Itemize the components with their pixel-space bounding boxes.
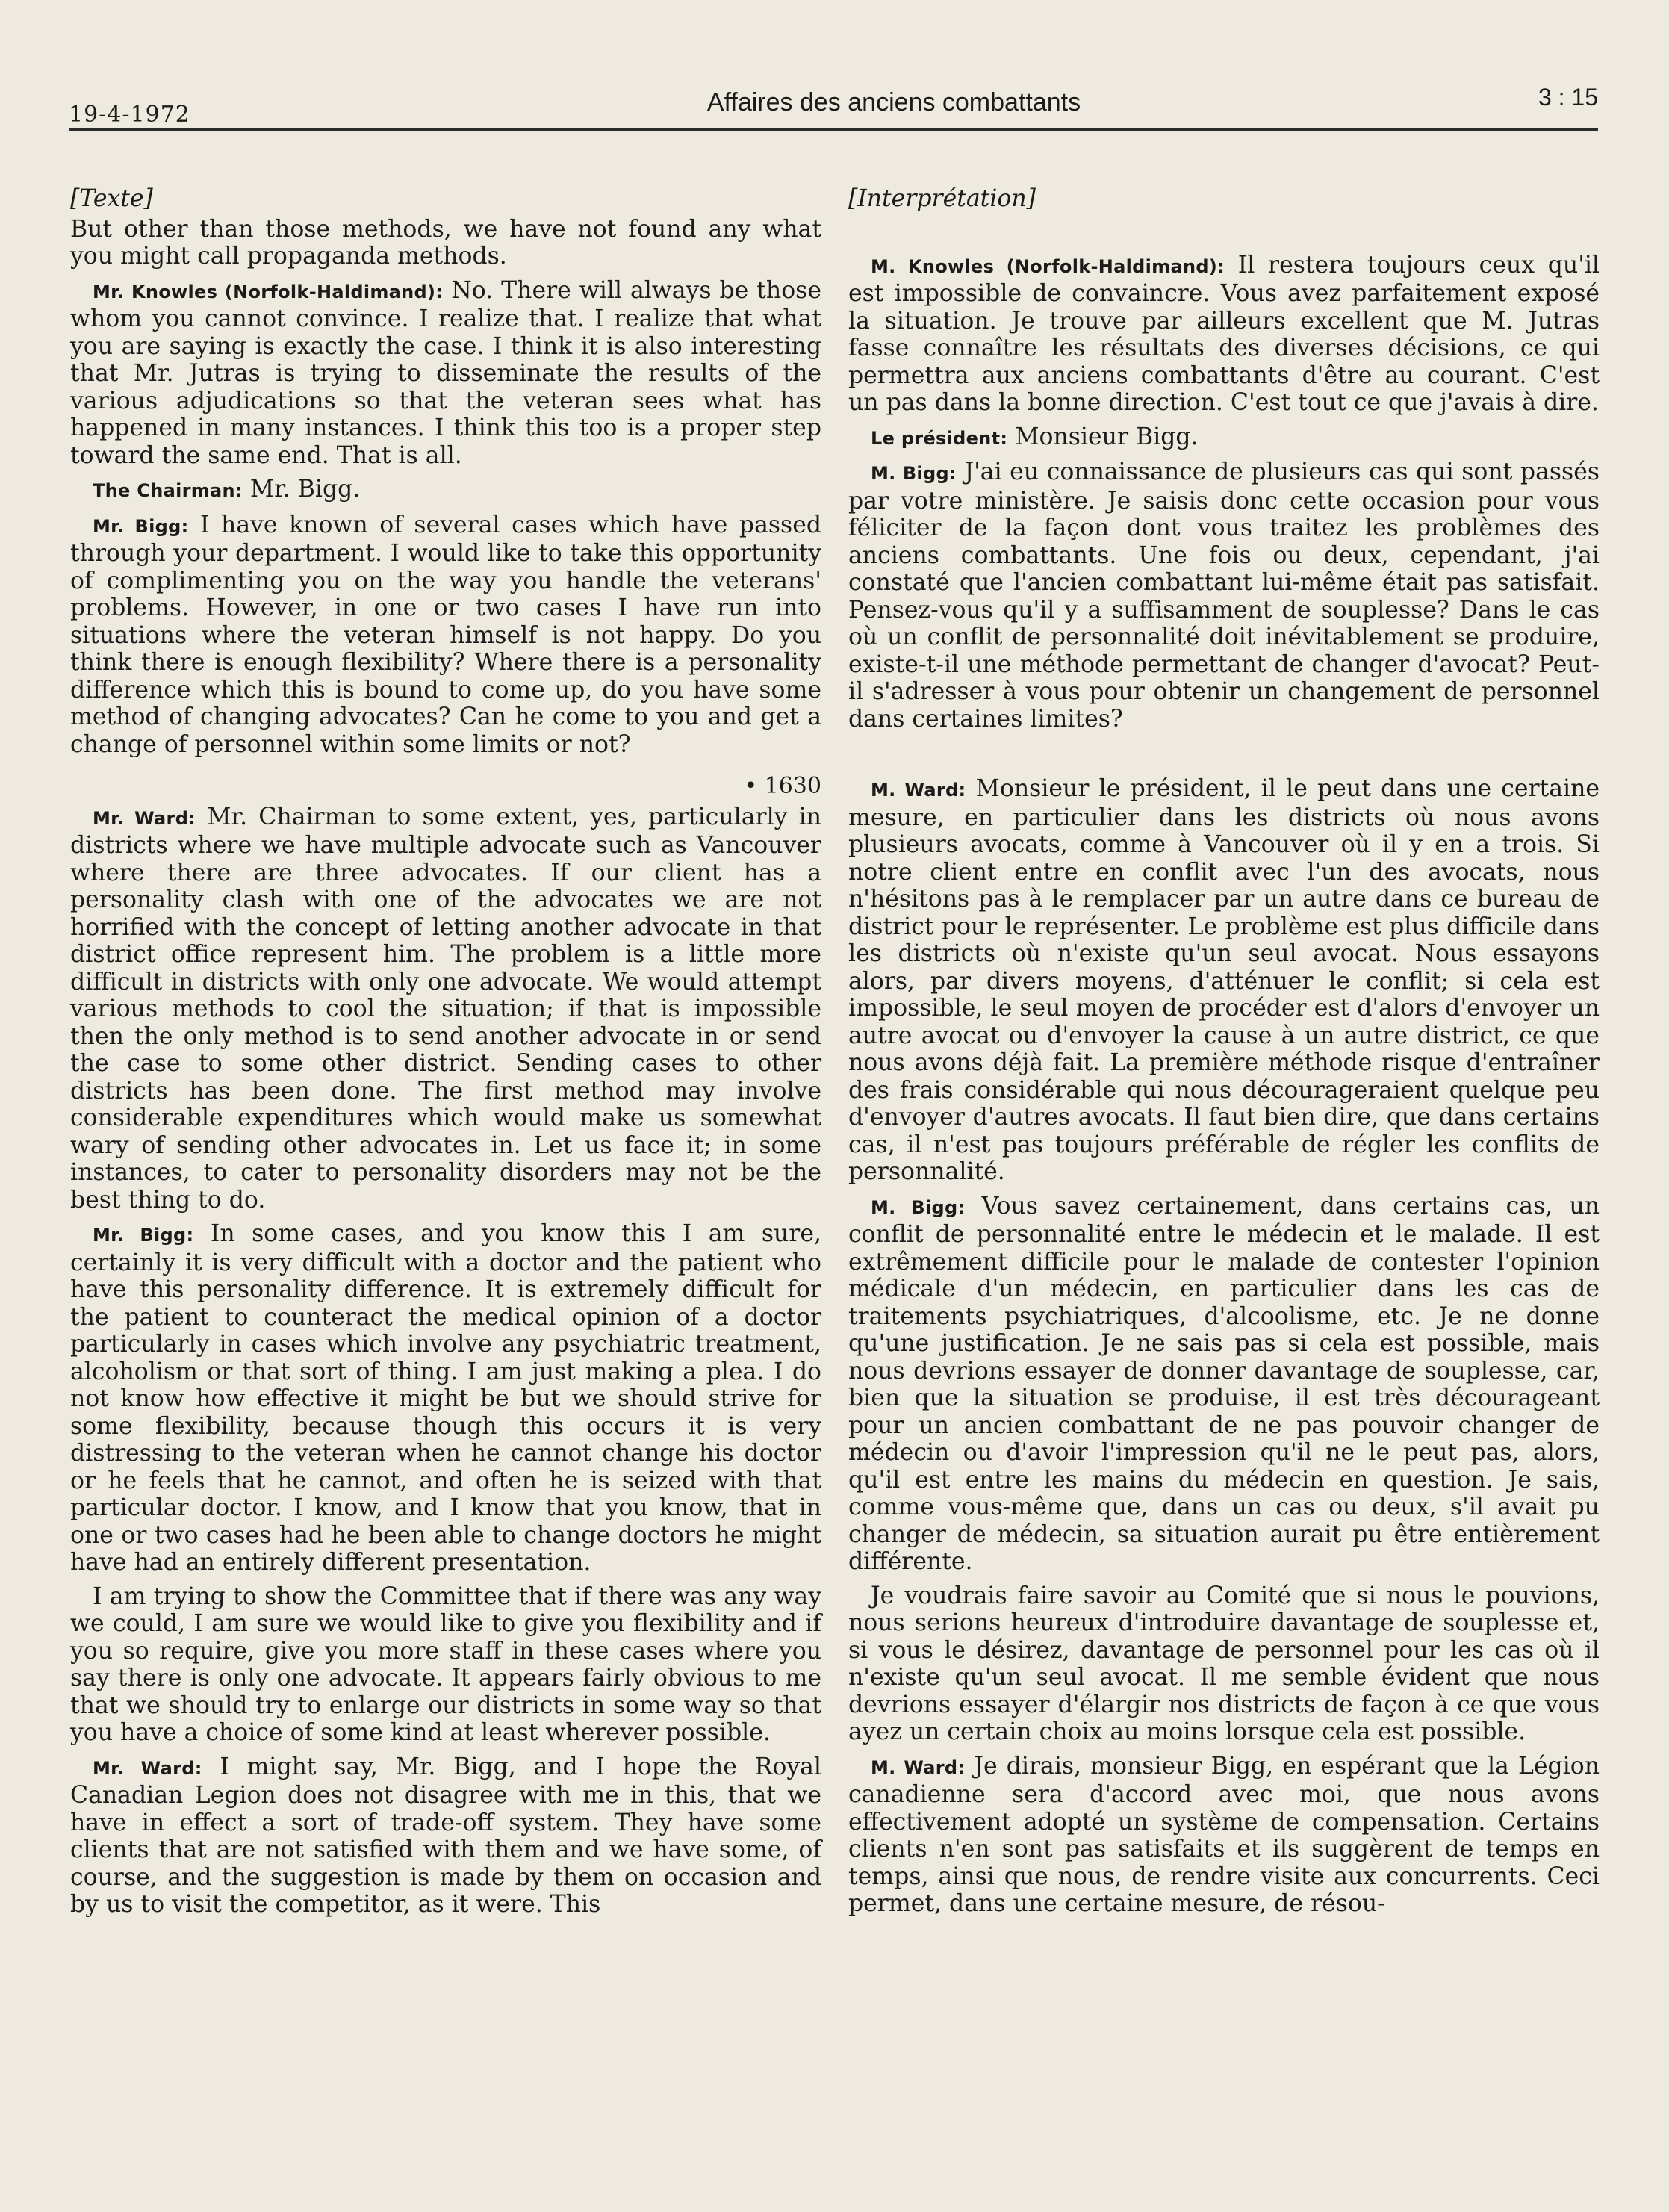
speaker-name: M. Knowles (Norfolk-Haldimand): (871, 255, 1225, 277)
speaker-name: M. Bigg: (871, 1196, 966, 1218)
paragraph (848, 1753, 1600, 1918)
speaker-name: M. Ward: (871, 780, 966, 801)
header-page-number: 3 : 15 (1538, 84, 1598, 111)
paragraph-text: Il restera toujours ceux qu'il est impossible de convaincre. Vous avez parfaitement exposé la situation. Je trouve par ailleurs excellent que M. Jutras fasse connaître les résultats des diverses décisions, ce qui permettra aux anciens combattants d'être au courant. C'est un pas dans la bonne direction. C'est tout ce que j'avais à dire. (848, 251, 1600, 416)
paragraph (70, 1753, 821, 1919)
section-label-texte: [Texte] (70, 185, 153, 212)
paragraph (848, 459, 1600, 733)
section-label-interpretation: [Interprétation] (848, 185, 1036, 212)
speaker-name: M. Bigg: (871, 463, 957, 484)
speaker-name: Mr. Bigg: (93, 515, 189, 537)
paragraph (848, 252, 1600, 417)
speaker-name: M. Ward: (871, 1756, 966, 1778)
spacer (848, 216, 1600, 252)
paragraph-text: Mr. Chairman to some extent, yes, particularly in districts where we have multiple advocate such as Vancouver where there are three advocates. If our client has a personality clash with one of the advocates we are not horrified with the concept of letting another advocate in that district office represent him. The problem is a little more difficult in districts with only one advocate. We would attempt various methods to cool the situation; if that is impossible then the only method is to send another advocate in or send the case to some other district. Sending cases to other districts has been done. The first method may involve considerable expenditures which would make us somewhat wary of sending other advocates in. Let us face it; in some instances, to cater to personality disorders may not be the best thing to do. (70, 803, 822, 1214)
paragraph-text: Monsieur Bigg. (1015, 423, 1199, 450)
speaker-name: Mr. Ward: (93, 807, 196, 829)
paragraph: I am trying to show the Committee that if there was any way we could, I am sure we would like to give you flexibility and if you so require, give you more staff in these cases where you say there is only one advocate. It appears fairly obvious to me that we should try to enlarge our districts in some way so that you have a choice of some kind at least wherever possible. (70, 1582, 821, 1746)
speaker-name: Mr. Ward: (93, 1757, 202, 1779)
paragraph (70, 476, 821, 505)
right-column (848, 185, 1600, 1924)
paragraph-text: J'ai eu connaissance de plusieurs cas qui sont passés par votre ministère. Je saisis donc cette occasion pour vous féliciter de la façon dont vous traitez les problèmes des anciens combattants. Une fois ou deux, cependant, j'ai constaté que l'ancien combattant lui-même était pas satisfait. Pensez-vous qu'il y a suffisamment de souplesse? Dans le cas où un conflit de personnalité doit inévitablement se produire, existe-t-il une méthode permettant de changer d'avocat? Peut-il s'adresser à vous pour obtenir un changement de personnel dans certaines limites? (848, 459, 1600, 733)
paragraph-text: No. There will always be those whom you cannot convince. I realize that. I realize that what you are saying is exactly the case. I think it is also interesting that Mr. Jutras is trying to disseminate the results of the various adjudications so that the veteran sees what has happened in many instances. I think this too is a proper step toward the same end. That is all. (70, 276, 821, 469)
paragraph (70, 804, 821, 1214)
header-title: Affaires des anciens combattants (706, 88, 1081, 116)
header-date: 19-4-1972 (69, 102, 190, 128)
paragraph: But other than those methods, we have not found any what you might call propaganda methods. (70, 215, 821, 270)
paragraph (70, 512, 821, 759)
paragraph-text: In some cases, and you know this I am sure, certainly it is very difficult with a doctor and the patient who have this personality difference. It is extremely difficult for the patient to counteract the medical opinion of a doctor particularly in cases which involve any psychiatric treatment, alcoholism or that sort of thing. I am just making a plea. I do not know how effective it might be but we should strive for some flexibility, because though this occurs it is very distressing to the veteran when he cannot change his doctor or he feels that he cannot, and often he is seized with that particular doctor. I know, and I know that you know, that in one or two cases had he been able to change doctors he might have had an entirely different presentation. (70, 1220, 822, 1576)
speaker-name: The Chairman: (93, 480, 243, 501)
paragraph (848, 423, 1600, 453)
left-column (70, 185, 821, 1925)
paragraph (848, 1193, 1600, 1576)
speaker-name: Mr. Bigg: (93, 1225, 194, 1246)
paragraph: Je voudrais faire savoir au Comité que si nous le pouvions, nous serions heureux d'introduire davantage de souplesse et, si vous le désirez, davantage de personnel pour les cas où il n'existe qu'un seul avocat. Il me semble évident que nous devrions essayer d'élargir nos districts de façon à ce que vous ayez un certain choix au moins lorsque cela est possible. (848, 1582, 1600, 1745)
paragraph (70, 277, 821, 470)
paragraph-text: Monsieur le président, il le peut dans une certaine mesure, en particulier dans les districts où nous avons plusieurs avocats, comme à Vancouver où il y en a trois. Si notre client entre en conflit avec l'un des avocats, nous n'hésitons pas à le remplacer par un autre dans ce bureau de district pour le représenter. Le problème est plus difficile dans les districts où n'existe qu'un seul avocat. Nous essayons alors, par divers moyens, d'atténuer le conflit; si cela est impossible, le seul moyen de procéder est d'alors d'envoyer un autre avocat ou d'envoyer la cause à un autre district, ce que nous avons déjà fait. La première méthode risque d'entraîner des frais considérable qui nous décourageraient quelque peu d'envoyer d'autres avocats. Il faut bien dire, que dans certains cas, il n'est pas toujours préférable de régler les conflits de personnalité. (848, 775, 1600, 1185)
paragraph-text: I might say, Mr. Bigg, and I hope the Royal Canadian Legion does not disagree with me in this, that we have in effect a sort of trade-off system. They have some clients that are not satisfied with them and we have some, of course, and the suggestion is made by them on occasion and by us to visit the competitor, as it were. This (70, 1753, 821, 1918)
page-header (69, 84, 1598, 131)
spacer (848, 739, 1600, 775)
paragraph-text: I have known of several cases which have passed through your department. I would like to take this opportunity of complimenting you on the way you handle the veterans' problems. However, in one or two cases I have run into situations where the veteran himself is not happy. Do you think there is enough flexibility? Where there is a personality difference which this is bound to come up, do you have some method of changing advocates? Can he come to you and get a change of personnel within some limits or not? (70, 511, 822, 758)
paragraph (70, 1220, 821, 1576)
paragraph (848, 775, 1600, 1186)
timestamp-marker: • 1630 (744, 773, 821, 799)
speaker-name: Mr. Knowles (Norfolk-Haldimand): (93, 281, 444, 302)
paragraph-text: Je dirais, monsieur Bigg, en espérant que la Légion canadienne sera d'accord avec moi, que nous avons effectivement adopté un système de compensation. Certains clients n'en sont pas satisfaits et ils suggèrent de temps en temps, ainsi que nous, de rendre visite aux concurrents. Ceci permet, dans une certaine mesure, de résou- (848, 1752, 1600, 1917)
paragraph-text: Mr. Bigg. (249, 476, 361, 503)
paragraph-text: Vous savez certainement, dans certains cas, un conflit de personnalité entre le médecin et le malade. Il est extrêmement difficile pour le malade de contester l'opinion médicale d'un médecin, en particulier dans les cas de traitements psychiatriques, d'alcoolisme, etc. Je ne donne qu'une justification. Je ne sais pas si cela est possible, mais nous devrions essayer de donner davantage de souplesse, car, bien que la situation se produise, il est très décourageant pour un ancien combattant de ne pas pouvoir changer de médecin ou d'avoir l'impression qu'il ne le peut pas, alors, qu'il est entre les mains du médecin en question. Je sais, comme vous-même que, dans un cas ou deux, s'il avait pu changer de médecin, sa situation aurait pu être entièrement différente. (848, 1192, 1600, 1575)
speaker-name: Le président: (871, 427, 1008, 449)
